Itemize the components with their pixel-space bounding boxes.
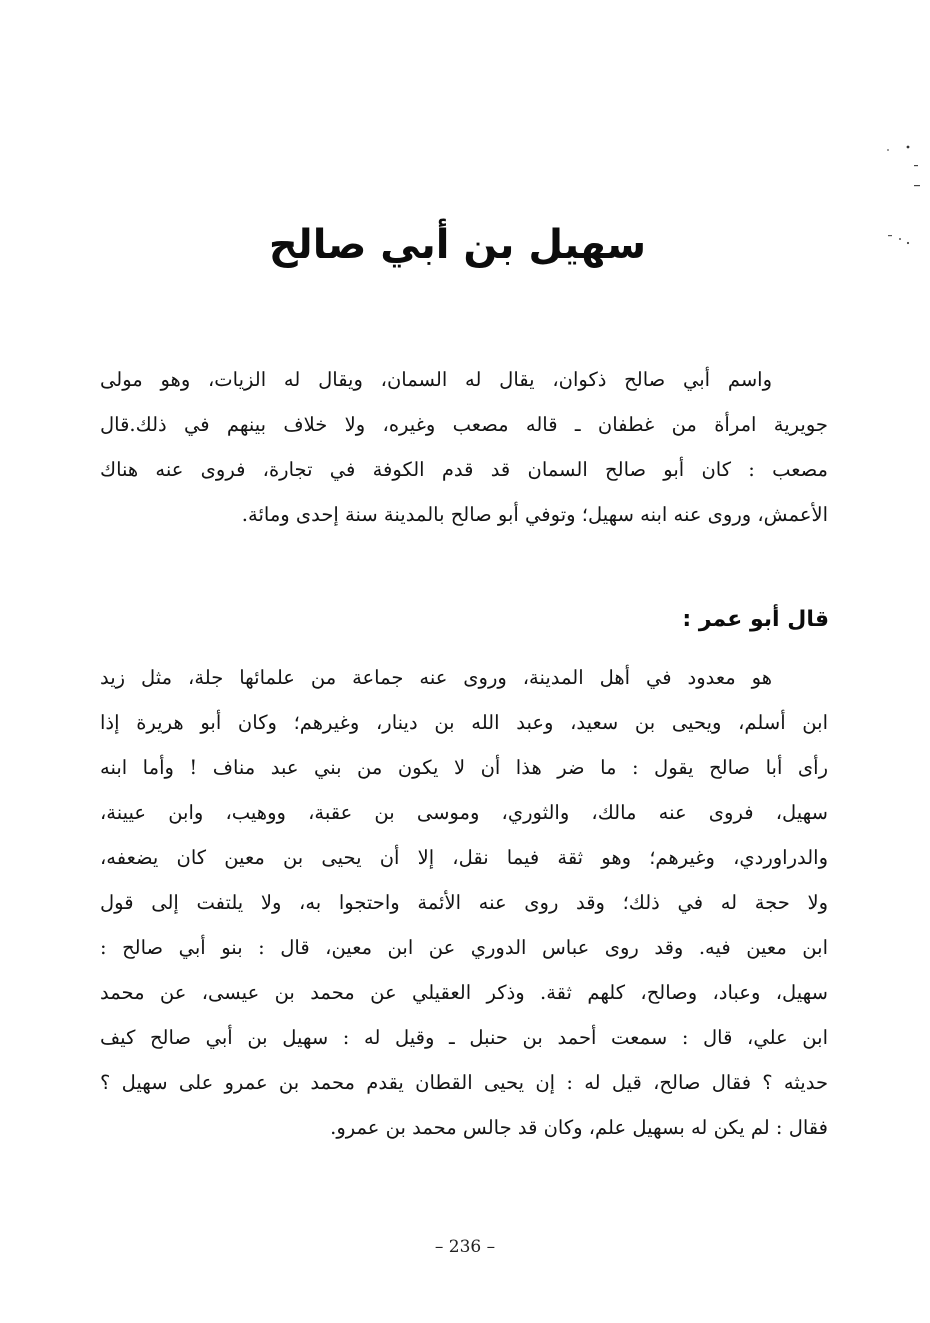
body-line: ابن أسلم، ويحيى بن سعيد، وعبد الله بن دينار، وغيرهم؛ وكان أبو هريرة إذا: [100, 711, 828, 734]
page-title: سهيل بن أبي صالح: [268, 222, 647, 268]
body-line: رأى أبا صالح يقول : ما ضر هذا أن لا يكون من بني عبد مناف ! وأما ابنه: [100, 756, 828, 779]
intro-line: جويرية امرأة من غطفان ـ قاله مصعب وغيره، ولا خلاف بينهم في ذلك.قال: [100, 413, 828, 436]
section-heading: قال أبو عمر :: [682, 607, 829, 632]
body-line: والدراوردي، وغيرهم؛ وهو ثقة فيما نقل، إلا أن يحيى بن معين كان يضعفه،: [100, 846, 828, 869]
scan-speckles: [878, 135, 923, 255]
body-line: ابن علي، قال : سمعت أحمد بن حنبل ـ وقيل له : سهيل بن أبي صالح كيف: [100, 1026, 828, 1049]
body-line: هو معدود في أهل المدينة، وروى عنه جماعة من علمائها جلة، مثل زيد: [100, 666, 772, 689]
intro-line: واسم أبي صالح ذكوان، يقال له السمان، ويقال له الزيات، وهو مولى: [100, 368, 772, 391]
intro-line: الأعمش، وروى عنه ابنه سهيل؛ وتوفي أبو صالح بالمدينة سنة إحدى ومائة.: [241, 503, 828, 526]
intro-line: مصعب : كان أبو صالح السمان قد قدم الكوفة في تجارة، فروى عنه هناك: [100, 458, 828, 481]
body-line: ابن معين فيه. وقد روى عباس الدوري عن ابن معين، قال : بنو أبي صالح :: [100, 936, 828, 959]
body-line: فقال : لم يكن له بسهيل علم، وكان قد جالس محمد بن عمرو.: [330, 1116, 828, 1139]
body-line: حديثه ؟ فقال صالح، قيل له : إن يحيى القطان يقدم محمد بن عمرو على سهيل ؟: [100, 1071, 828, 1094]
body-line: ولا حجة له في ذلك؛ وقد روى عنه الأئمة واحتجوا به، ولا يلتفت إلى قول: [100, 891, 828, 914]
page-number: – 236 –: [434, 1237, 496, 1257]
body-paragraph: [100, 655, 828, 1150]
body-line: سهيل، فروى عنه مالك، والثوري، وموسى بن عقبة، ووهيب، وابن عيينة،: [100, 801, 828, 824]
intro-paragraph: [100, 357, 828, 537]
body-line: سهيل، وعباد، وصالح، كلهم ثقة. وذكر العقيلي عن محمد بن عيسى، عن محمد: [100, 981, 828, 1004]
